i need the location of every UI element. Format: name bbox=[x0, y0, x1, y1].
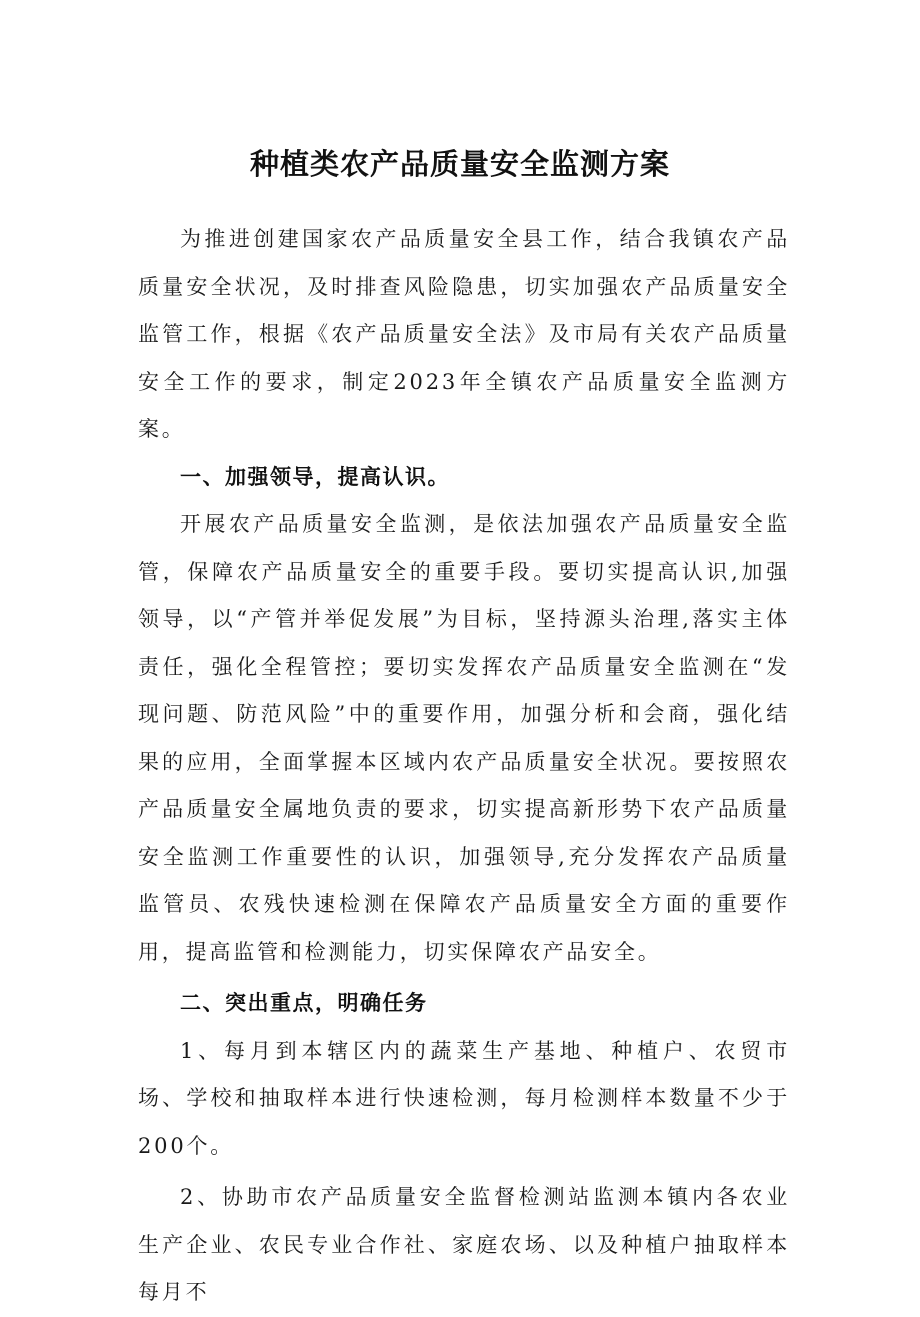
section-2-item-2: 2、协助市农产品质量安全监督检测站监测本镇内各农业生产企业、农民专业合作社、家庭农场、以及种植户抽取样本每月不 bbox=[138, 1185, 790, 1304]
document-title: 种植类农产品质量安全监测方案 bbox=[249, 147, 670, 181]
intro-paragraph: 为推进创建国家农产品质量安全县工作，结合我镇农产品质量安全状况，及时排查风险隐患，切实加强农产品质量安全监管工作，根据《农产品质量安全法》及市局有关农产品质量安全工作的要求，制定2023年全镇农产品质量安全监测方案。 bbox=[138, 227, 790, 441]
section-1-paragraph: 开展农产品质量安全监测，是依法加强农产品质量安全监管，保障农产品质量安全的重要手段。要切实提高认识,加强领导，以“产管并举促发展”为目标，坚持源头治理,落实主体责任，强化全程管控；要切实发挥农产品质量安全监测在“发现问题、防范风险”中的重要作用，加强分析和会商，强化结果的应用，全面掌握本区域内农产品质量安全状况。要按照农产品质量安全属地负责的要求，切实提高新形势下农产品质量安全监测工作重要性的认识，加强领导,充分发挥农产品质量监管员、农残快速检测在保障农产品质量安全方面的重要作用，提高监管和检测能力，切实保障农产品安全。 bbox=[138, 512, 790, 964]
section-1-heading: 一、加强领导，提高认识。 bbox=[180, 464, 450, 489]
section-2-item-1: 1、每月到本辖区内的蔬菜生产基地、种植户、农贸市场、学校和抽取样本进行快速检测，每月检测样本数量不少于200个。 bbox=[138, 1038, 790, 1158]
document-body bbox=[138, 216, 790, 1317]
section-2-heading: 二、突出重点，明确任务 bbox=[180, 991, 428, 1015]
